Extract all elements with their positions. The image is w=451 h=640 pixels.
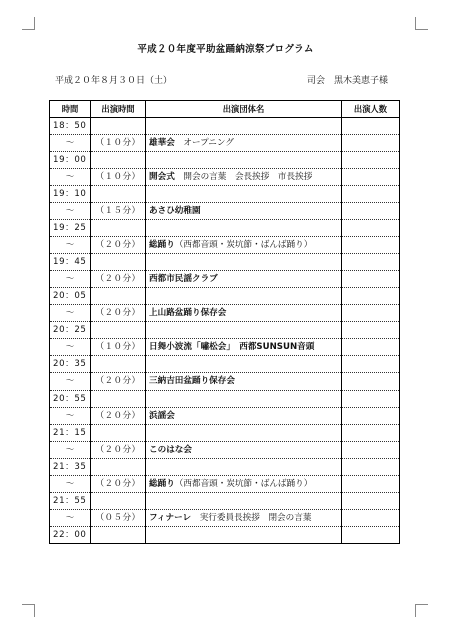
performer-note: 開会の言葉 会長挨拶 市長挨拶 [174, 172, 313, 183]
duration-cell: （２０分） [91, 441, 146, 458]
duration-cell [91, 322, 146, 339]
count-cell [342, 441, 400, 458]
performer-cell [146, 475, 342, 492]
time-cell: 20：35 [50, 356, 91, 373]
performer-cell [146, 254, 342, 271]
table-row [50, 135, 400, 152]
performer-cell [146, 271, 342, 288]
performer-name: 総踊り [149, 478, 175, 489]
performer-name: 三納吉田盆踊り保存会 [149, 376, 235, 387]
duration-cell: （１０分） [91, 339, 146, 356]
duration-cell: （２０分） [91, 407, 146, 424]
performer-cell [146, 169, 342, 186]
table-row [50, 407, 400, 424]
duration-cell: （２０分） [91, 271, 146, 288]
table-row [50, 441, 400, 458]
time-row [50, 186, 400, 203]
time-row [50, 458, 400, 475]
duration-cell [91, 118, 146, 135]
performer-name: 開会式 [149, 172, 175, 183]
duration-cell: （１０分） [91, 135, 146, 152]
performer-name: あさひ幼稚園 [149, 206, 201, 217]
performer-cell [146, 424, 342, 441]
time-row [50, 356, 400, 373]
table-row [50, 237, 400, 254]
time-row [50, 492, 400, 509]
table-row [50, 305, 400, 322]
count-cell [342, 169, 400, 186]
time-cell: 20：05 [50, 288, 91, 305]
duration-cell [91, 424, 146, 441]
performer-cell [146, 441, 342, 458]
duration-cell [91, 186, 146, 203]
performer-name: 雄華会 [149, 138, 175, 149]
table-row [50, 373, 400, 390]
time-cell: 21：55 [50, 492, 91, 509]
performer-name: 西都市民謡クラブ [149, 274, 218, 285]
table-row [50, 271, 400, 288]
count-cell [342, 509, 400, 526]
performer-cell [146, 322, 342, 339]
duration-cell [91, 220, 146, 237]
tilde-cell: ～ [50, 509, 91, 526]
table-row [50, 203, 400, 220]
performer-cell [146, 407, 342, 424]
performer-note: 実行委員長挨拶 閉会の言葉 [191, 512, 312, 523]
count-cell [342, 322, 400, 339]
duration-cell [91, 390, 146, 407]
tilde-cell: ～ [50, 135, 91, 152]
time-row [50, 288, 400, 305]
time-cell: 19：10 [50, 186, 91, 203]
time-row [50, 526, 400, 543]
duration-cell: （２０分） [91, 373, 146, 390]
count-cell [342, 152, 400, 169]
count-cell [342, 203, 400, 220]
time-cell: 22：00 [50, 526, 91, 543]
duration-cell [91, 356, 146, 373]
count-cell [342, 407, 400, 424]
count-cell [342, 254, 400, 271]
event-date: 平成２０年８月３０日（土） [55, 76, 173, 86]
time-row [50, 322, 400, 339]
performer-cell [146, 186, 342, 203]
performer-name: 浜謡会 [149, 410, 175, 421]
performer-name: 日舞小波流「嘯松会」 西都SUNSUN音頭 [149, 342, 315, 353]
time-cell: 20：55 [50, 390, 91, 407]
crop-mark-bottom-left [22, 604, 35, 617]
time-cell: 21：15 [50, 424, 91, 441]
time-row [50, 220, 400, 237]
performer-note: （西都音頭・炭坑節・ばんば踊り） [174, 478, 313, 489]
count-cell [342, 475, 400, 492]
time-row [50, 390, 400, 407]
count-cell [342, 220, 400, 237]
duration-cell [91, 152, 146, 169]
count-cell [342, 356, 400, 373]
time-row [50, 254, 400, 271]
count-cell [342, 458, 400, 475]
time-cell: 19：45 [50, 254, 91, 271]
table-row [50, 169, 400, 186]
performer-cell [146, 305, 342, 322]
table-row [50, 509, 400, 526]
program-table-body [50, 118, 400, 544]
tilde-cell: ～ [50, 407, 91, 424]
count-cell [342, 271, 400, 288]
crop-mark-top-right [415, 17, 428, 30]
performer-note: オープニング [174, 138, 234, 149]
duration-cell: （２０分） [91, 237, 146, 254]
tilde-cell: ～ [50, 203, 91, 220]
performer-cell [146, 390, 342, 407]
duration-cell [91, 288, 146, 305]
count-cell [342, 526, 400, 543]
duration-cell [91, 526, 146, 543]
table-header-row [50, 101, 400, 118]
performer-cell [146, 118, 342, 135]
performer-name: このはな会 [149, 444, 192, 455]
count-cell [342, 305, 400, 322]
performer-cell [146, 220, 342, 237]
performer-cell [146, 492, 342, 509]
duration-cell: （２０分） [91, 305, 146, 322]
count-cell [342, 135, 400, 152]
duration-cell [91, 458, 146, 475]
table-row [50, 339, 400, 356]
performer-cell [146, 458, 342, 475]
performer-cell [146, 135, 342, 152]
duration-cell [91, 492, 146, 509]
performer-cell [146, 373, 342, 390]
performer-cell [146, 509, 342, 526]
tilde-cell: ～ [50, 339, 91, 356]
crop-mark-top-left [22, 17, 35, 30]
performer-cell [146, 339, 342, 356]
performer-name: 総踊り [149, 240, 175, 251]
time-cell: 19：25 [50, 220, 91, 237]
tilde-cell: ～ [50, 271, 91, 288]
duration-cell: （１０分） [91, 169, 146, 186]
time-cell: 20：25 [50, 322, 91, 339]
tilde-cell: ～ [50, 373, 91, 390]
tilde-cell: ～ [50, 441, 91, 458]
time-row [50, 118, 400, 135]
count-cell [342, 424, 400, 441]
document-title: 平成２０年度平助盆踊納涼祭プログラム [137, 44, 314, 55]
count-cell [342, 237, 400, 254]
time-row [50, 152, 400, 169]
performer-cell [146, 203, 342, 220]
performer-cell [146, 288, 342, 305]
tilde-cell: ～ [50, 237, 91, 254]
performer-name: フィナーレ [149, 512, 192, 523]
count-cell [342, 339, 400, 356]
duration-cell: （２０分） [91, 475, 146, 492]
performer-cell [146, 237, 342, 254]
crop-mark-bottom-right [415, 604, 428, 617]
time-row [50, 424, 400, 441]
tilde-cell: ～ [50, 305, 91, 322]
count-cell [342, 118, 400, 135]
tilde-cell: ～ [50, 475, 91, 492]
tilde-cell: ～ [50, 169, 91, 186]
duration-cell [91, 254, 146, 271]
count-cell [342, 186, 400, 203]
count-cell [342, 492, 400, 509]
header-duration: 出演時間 [91, 101, 146, 118]
performer-cell [146, 526, 342, 543]
header-time: 時間 [50, 101, 91, 118]
time-cell: 21：35 [50, 458, 91, 475]
count-cell [342, 390, 400, 407]
header-count: 出演人数 [342, 101, 400, 118]
performer-cell [146, 152, 342, 169]
table-row [50, 475, 400, 492]
program-table [49, 100, 400, 544]
emcee-name: 司会 黒木美恵子様 [307, 76, 389, 86]
performer-cell [146, 356, 342, 373]
duration-cell: （１５分） [91, 203, 146, 220]
performer-note: （西都音頭・炭坑節・ばんば踊り） [174, 240, 313, 251]
count-cell [342, 288, 400, 305]
duration-cell: （０５分） [91, 509, 146, 526]
time-cell: 18：50 [50, 118, 91, 135]
time-cell: 19：00 [50, 152, 91, 169]
performer-name: 上山路盆踊り保存会 [149, 308, 227, 319]
header-performer: 出演団体名 [146, 101, 342, 118]
count-cell [342, 373, 400, 390]
